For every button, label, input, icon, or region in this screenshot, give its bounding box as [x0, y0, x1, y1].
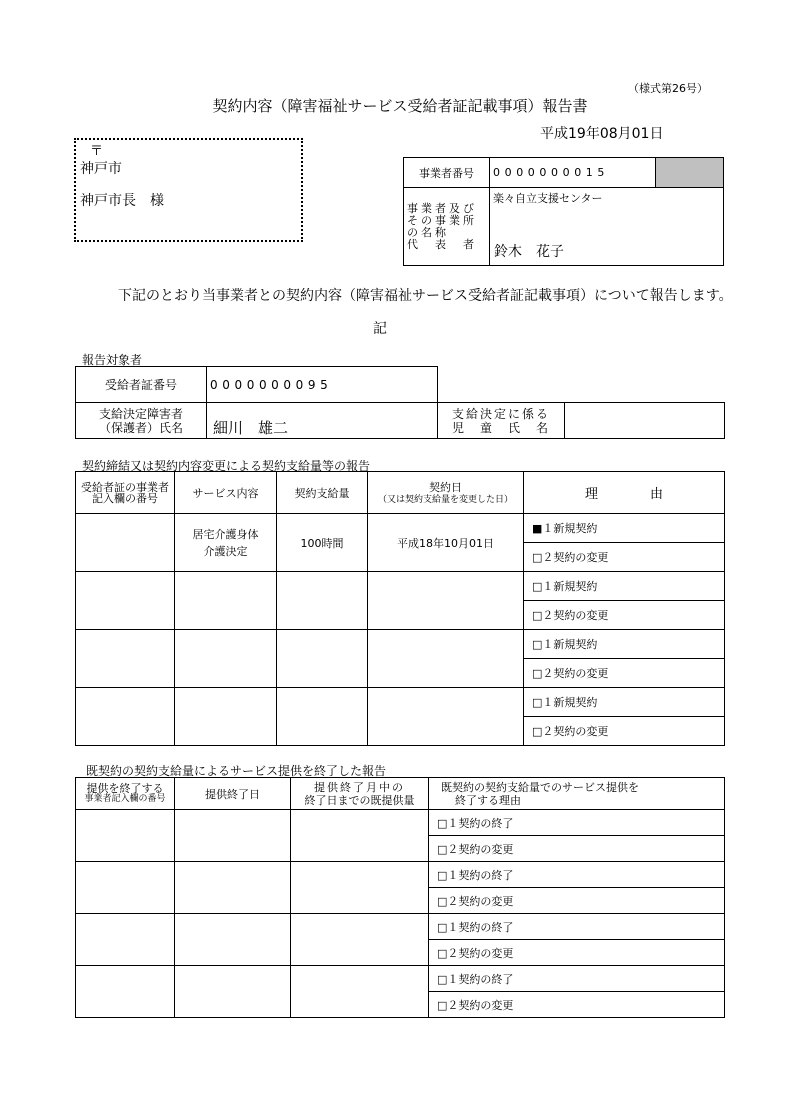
- end-reason-change-checkbox[interactable]: □２契約の変更: [429, 940, 725, 966]
- end-provided-cell: [291, 914, 429, 966]
- reason-new-contract-checkbox[interactable]: ■１新規契約: [524, 514, 725, 543]
- contract-service-cell: [175, 688, 277, 746]
- reason-change-contract-checkbox[interactable]: □２契約の変更: [524, 717, 725, 746]
- contract-date-cell: 平成18年10月01日: [368, 514, 524, 572]
- business-name-cell: [490, 188, 724, 266]
- end-header-reason: [429, 778, 725, 810]
- report-date: 平成19年08月01日: [540, 126, 664, 142]
- end-service-table: [75, 777, 725, 1018]
- person-name: 細川 雄二: [207, 403, 438, 439]
- end-header-reason-line: 終了する理由: [455, 793, 521, 807]
- end-header-number-line: 事業者記入欄の番号: [84, 793, 166, 804]
- child-label-line: 児 童 氏 名: [451, 420, 550, 435]
- reason-new-contract-checkbox[interactable]: □１新規契約: [524, 630, 725, 659]
- contract-table: [75, 471, 725, 746]
- contract-amount-cell: 100時間: [277, 514, 368, 572]
- end-header-provided-line: 提供終了月中の: [314, 780, 405, 794]
- representative-name: 鈴木 花子: [494, 244, 564, 260]
- person-label-line: （保護者）氏名: [98, 420, 183, 435]
- business-name-label: [404, 188, 490, 266]
- business-info-table: [403, 157, 724, 266]
- reason-change-contract-checkbox[interactable]: □２契約の変更: [524, 601, 725, 630]
- table-row: [76, 688, 725, 717]
- end-date-cell: [175, 966, 291, 1018]
- business-name-label-line: の名称: [407, 225, 449, 239]
- contract-section-heading: 契約締結又は契約内容変更による契約支給量等の報告: [82, 459, 371, 473]
- contract-amount-cell: [277, 630, 368, 688]
- end-date-cell: [175, 810, 291, 862]
- contract-number-cell: [76, 688, 175, 746]
- end-reason-termination-checkbox[interactable]: □１契約の終了: [429, 862, 725, 888]
- cert-blank: [438, 367, 725, 403]
- end-header-reason-line: 既契約の契約支給量でのサービス提供を: [441, 780, 639, 794]
- end-provided-cell: [291, 862, 429, 914]
- person-label-line: 支給決定障害者: [98, 406, 183, 421]
- cert-number-label: 受給者証番号: [76, 367, 207, 403]
- end-number-cell: [76, 914, 175, 966]
- reason-change-contract-checkbox[interactable]: □２契約の変更: [524, 543, 725, 572]
- end-provided-cell: [291, 966, 429, 1018]
- form-number: （様式第26号）: [628, 82, 708, 95]
- service-line: 居宅介護身体: [192, 527, 259, 541]
- service-line: 介護決定: [203, 544, 248, 558]
- child-label-line: 支給決定に係る: [451, 406, 550, 421]
- child-label: [438, 403, 565, 439]
- contract-amount-cell: [277, 572, 368, 630]
- contract-service-cell: [175, 572, 277, 630]
- contract-header-number: 受給者証の事業者記入欄の番号: [76, 472, 175, 514]
- business-number: 0000000015: [490, 158, 656, 188]
- contract-header-date-line: 契約日: [429, 481, 462, 494]
- end-number-cell: [76, 862, 175, 914]
- end-reason-change-checkbox[interactable]: □２契約の変更: [429, 836, 725, 862]
- table-row: [76, 630, 725, 659]
- reason-change-contract-checkbox[interactable]: □２契約の変更: [524, 659, 725, 688]
- contract-service-cell: [175, 514, 277, 572]
- recipient-city: 神戸市: [80, 161, 122, 177]
- subject-heading: 報告対象者: [82, 353, 143, 367]
- recipient-mayor: 神戸市長 様: [80, 193, 164, 209]
- cert-number: 0000000095: [207, 367, 438, 403]
- contract-amount-cell: [277, 688, 368, 746]
- subject-table: [75, 366, 725, 439]
- recipient-address-box: [74, 138, 303, 242]
- business-name-label-line: 事業者及び: [407, 201, 477, 215]
- end-section-heading: 既契約の契約支給量によるサービス提供を終了した報告: [86, 764, 387, 778]
- contract-header-reason: 理 由: [524, 472, 725, 514]
- contract-header-date-note: （又は契約支給量を変更した日）: [377, 495, 513, 505]
- end-header-number: [76, 778, 175, 810]
- table-row: [76, 914, 725, 940]
- contract-number-cell: [76, 630, 175, 688]
- end-date-cell: [175, 914, 291, 966]
- person-label: [76, 403, 207, 439]
- page-title: 契約内容（障害福祉サービス受給者証記載事項）報告書: [212, 97, 588, 115]
- business-name-label-line: その事業所: [407, 213, 477, 227]
- end-number-cell: [76, 810, 175, 862]
- table-row: [76, 862, 725, 888]
- end-number-cell: [76, 966, 175, 1018]
- postal-mark: 〒: [90, 144, 104, 159]
- contract-header-date: [368, 472, 524, 514]
- end-header-provided-line: 終了日までの既提供量: [304, 793, 415, 807]
- end-header-provided: [291, 778, 429, 810]
- contract-date-cell: [368, 630, 524, 688]
- contract-header-amount: 契約支給量: [277, 472, 368, 514]
- contract-number-cell: [76, 572, 175, 630]
- child-name: [565, 403, 725, 439]
- table-row: [76, 572, 725, 601]
- contract-date-cell: [368, 688, 524, 746]
- end-header-date: 提供終了日: [175, 778, 291, 810]
- contract-number-cell: [76, 514, 175, 572]
- end-reason-termination-checkbox[interactable]: □１契約の終了: [429, 810, 725, 836]
- reason-new-contract-checkbox[interactable]: □１新規契約: [524, 688, 725, 717]
- ki-mark: 記: [373, 321, 387, 337]
- contract-date-cell: [368, 572, 524, 630]
- business-number-label: 事業者番号: [404, 158, 490, 188]
- contract-service-cell: [175, 630, 277, 688]
- end-reason-change-checkbox[interactable]: □２契約の変更: [429, 992, 725, 1018]
- reason-new-contract-checkbox[interactable]: □１新規契約: [524, 572, 725, 601]
- table-row: [76, 810, 725, 836]
- table-row: [76, 966, 725, 992]
- table-row: [76, 514, 725, 543]
- end-reason-termination-checkbox[interactable]: □１契約の終了: [429, 914, 725, 940]
- end-provided-cell: [291, 810, 429, 862]
- intro-text: 下記のとおり当事業者との契約内容（障害福祉サービス受給者証記載事項）について報告します。: [118, 288, 733, 304]
- end-reason-termination-checkbox[interactable]: □１契約の終了: [429, 966, 725, 992]
- business-name-label-line: 代 表 者: [407, 237, 477, 251]
- contract-header-service: サービス内容: [175, 472, 277, 514]
- end-reason-change-checkbox[interactable]: □２契約の変更: [429, 888, 725, 914]
- end-date-cell: [175, 862, 291, 914]
- office-name: 楽々自立支援センター: [493, 192, 603, 205]
- end-header-number-line: 提供を終了する: [86, 781, 164, 795]
- business-gray-cell: [656, 158, 724, 188]
